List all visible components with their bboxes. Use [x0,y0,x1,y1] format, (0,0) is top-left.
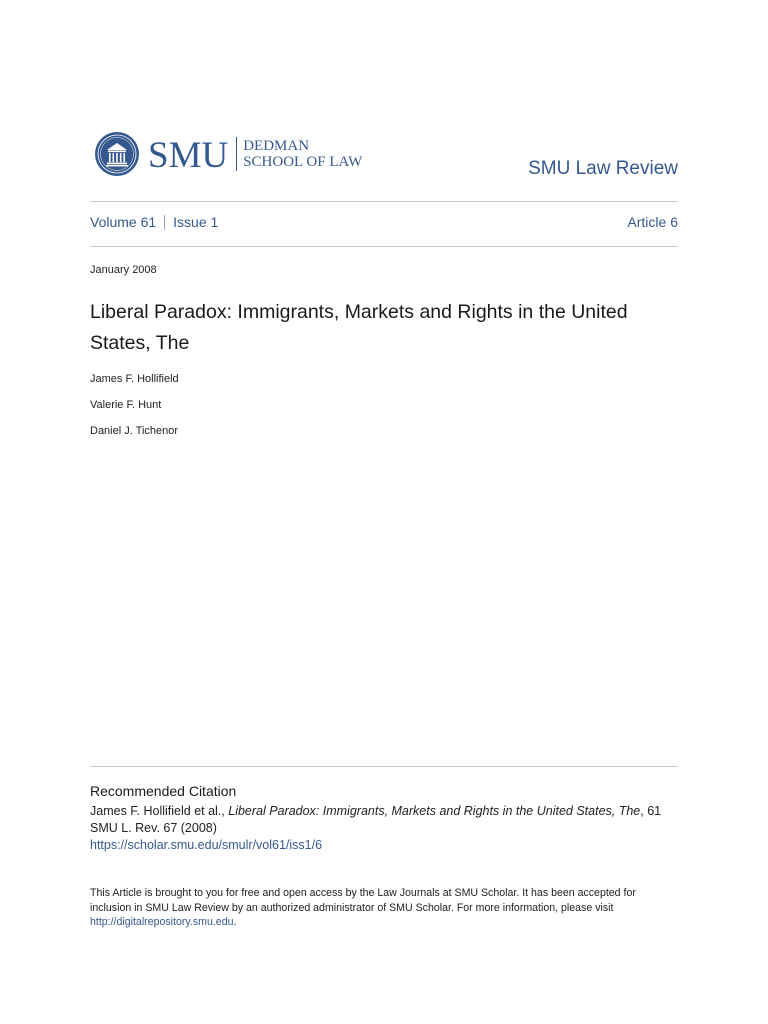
logo-line-1: DEDMAN [243,138,310,154]
repository-link[interactable]: http://digitalrepository.smu.edu [90,916,234,928]
issue-bar [90,214,678,234]
article-link[interactable]: Article 6 [627,214,678,230]
volume-link[interactable]: Volume 61 [90,214,157,230]
volume-issue-separator [164,215,165,230]
divider-top [90,201,678,202]
recommended-citation-heading: Recommended Citation [90,783,237,799]
volume-issue [90,214,218,230]
citation-reporter: , 61 SMU L. Rev. 67 (2008) [90,804,662,835]
issue-link[interactable]: Issue 1 [173,214,219,230]
notice-text: This Article is brought to you for free and open access by the Law Journals at SMU Scholar. It has been accepted for inclusion in SMU Law Review by an authorized administrator of SMU Scholar. For more information, please visit [90,887,636,914]
publication-date: January 2008 [90,264,157,276]
citation-title: Liberal Paradox: Immigrants, Markets and Rights in the United States, The [228,804,641,818]
smu-dedman-logo[interactable] [94,128,362,180]
author-item[interactable]: Valerie F. Hunt [90,399,162,411]
access-notice [90,886,678,930]
citation-authors: James F. Hollifield et al., [90,804,229,818]
logo-school-name [243,138,362,170]
logo-wordmark: SMU [148,134,229,176]
citation-url-link[interactable]: https://scholar.smu.edu/smulr/vol61/iss1/6 [90,838,323,852]
cover-page [90,0,678,1024]
divider-bottom [90,766,678,767]
author-item[interactable]: Daniel J. Tichenor [90,425,179,437]
journal-name-link[interactable]: SMU Law Review [528,158,678,179]
smu-seal-icon [94,131,140,177]
logo-line-2: SCHOOL OF LAW [243,154,363,170]
logo-divider [236,137,237,171]
divider-middle [90,246,678,247]
article-title: Liberal Paradox: Immigrants, Markets and Rights in the United States, The [90,301,628,354]
author-list [90,372,179,450]
author-item[interactable]: James F. Hollifield [90,373,179,385]
citation-text [90,803,678,837]
notice-end: . [233,916,237,928]
